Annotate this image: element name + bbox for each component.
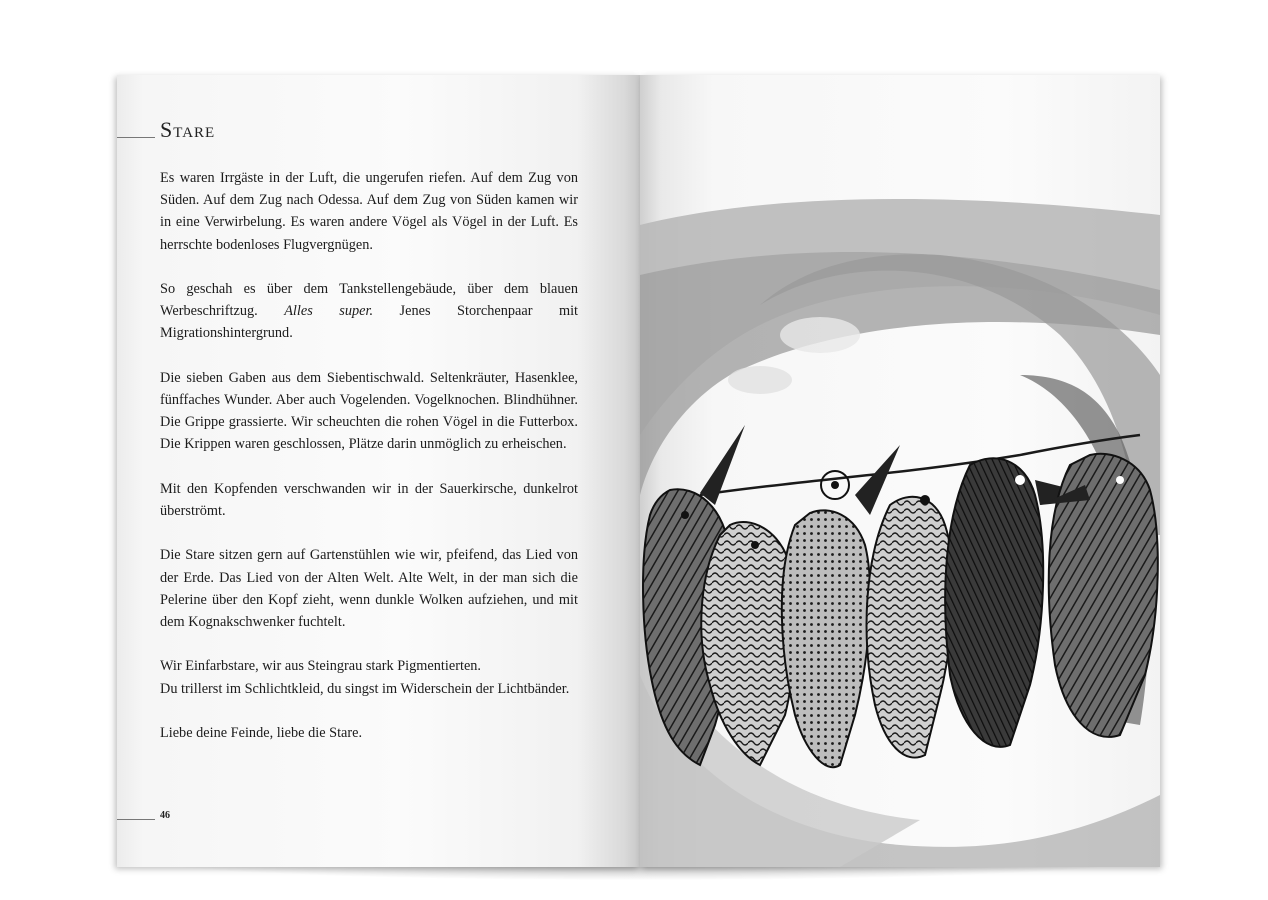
paragraph-6-line-2: Du trillerst im Schlichtkleid, du singst im Widerschein der Lichtbänder. <box>160 680 570 697</box>
paragraph-6 <box>160 655 578 699</box>
paragraph-7: Liebe deine Feinde, liebe die Stare. <box>160 724 363 741</box>
paragraph-3: Die sieben Gaben aus dem Siebentischwald. Seltenkräuter, Hasenklee, fünffaches Wunder. Aber auch Vogelenden. Vogelknochen. Blindhühner. Die Grippe grassierte. Wir scheuchten die rohen Vögel in die Futterbox. Die Krippen waren geschlossen, Plätze darin unmöglich zu erheischen. <box>160 369 578 453</box>
paragraph-1: Es waren Irrgäste in der Luft, die ungerufen riefen. Auf dem Zug von Süden. Auf dem Zug nach Odessa. Auf dem Zug von Süden kamen wir in eine Verwirbelung. Es waren andere Vögel als Vögel in der Luft. Es herrschte bodenloses Flugvergnügen. <box>160 170 578 253</box>
paragraph-5: Die Stare sitzen gern auf Gartenstühlen wie wir, pfeifend, das Lied von der Erde. Das Lied von der Alten Welt. Alte Welt, in der man sich die Pelerine über den Kopf zieht, wenn dunkle Wolken aufziehen, und mit dem Kognakschwenker fuchtelt. <box>160 547 578 630</box>
left-page <box>117 75 640 867</box>
right-page <box>640 75 1160 867</box>
paragraph-4: Mit den Kopfenden verschwanden wir in der Sauerkirsche, dunkelrot überströmt. <box>160 480 578 519</box>
paragraph-2-end: Jenes Storchenpaar mit Migrationshintergrund. <box>160 303 579 342</box>
paragraph-2-start: So geschah es über dem Tankstellengebäude, über dem blauen Werbeschriftzug. <box>160 281 578 320</box>
page-title: Stare <box>160 117 216 142</box>
starling-illustration <box>640 75 1160 867</box>
paragraph-6-line-1: Wir Einfarbstare, wir aus Steingrau stark Pigmentierten. <box>160 658 482 675</box>
body-text <box>160 167 578 766</box>
paragraph-2 <box>160 278 578 345</box>
page-number-rule <box>117 819 155 820</box>
paragraph-2-italic: Alles super. <box>284 303 374 320</box>
starling-4 <box>867 495 954 758</box>
page-number: 46 <box>160 810 170 821</box>
starling-2 <box>701 522 795 765</box>
title-rule <box>117 137 155 138</box>
